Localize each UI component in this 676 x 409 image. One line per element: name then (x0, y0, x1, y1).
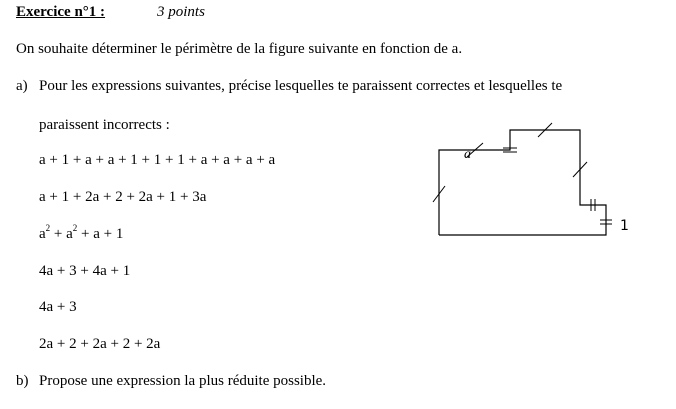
expression-6: 2a + 2 + 2a + 2 + 2a (39, 336, 161, 352)
figure-outline (439, 130, 606, 235)
question-b-label: b) (16, 373, 29, 389)
perimeter-figure (430, 120, 640, 245)
expression-1: a + 1 + a + a + 1 + 1 + 1 + a + a + a + a (39, 152, 276, 168)
question-b-text: Propose une expression la plus réduite possible. (39, 373, 327, 389)
figure-label-a: a (464, 147, 471, 162)
question-a-label: a) (16, 78, 28, 94)
question-a-text-continued: paraissent incorrects : (39, 117, 170, 133)
expression-2: a + 1 + 2a + 2 + 2a + 1 + 3a (39, 189, 207, 205)
exercise-title: Exercice n°1 : (16, 4, 106, 20)
intro-text: On souhaite déterminer le périmètre de la figure suivante en fonction de a. (16, 41, 463, 57)
points-label: 3 points (157, 4, 205, 20)
expression-5: 4a + 3 (39, 299, 77, 315)
question-a-text: Pour les expressions suivantes, précise lesquelles te paraissent correctes et lesquelles te (39, 78, 563, 94)
expression-3: $a^2 + a^2 + a + 1$ (39, 223, 124, 242)
figure-label-1: 1 (620, 218, 629, 234)
expression-4: 4a + 3 + 4a + 1 (39, 263, 131, 279)
